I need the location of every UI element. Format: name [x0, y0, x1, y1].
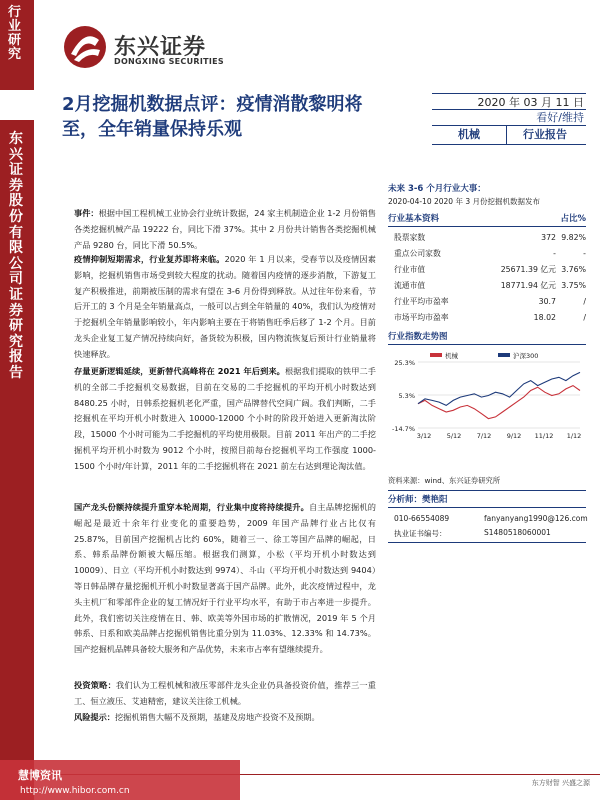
paragraph-replacement — [74, 364, 376, 475]
paragraph-domestic-share — [74, 500, 376, 658]
chart-source: 资料来源：wind、东兴证券研究所 — [388, 476, 501, 485]
paragraph-lead: 疫情抑制短期需求，行业复苏即将来临。 — [74, 254, 225, 264]
row-pct: 3.76% — [561, 265, 586, 274]
report-title: 2月挖掘机数据点评：疫情消散黎明将至，全年销量保持乐观 — [62, 94, 363, 140]
chart-xtick-label: 11/12 — [534, 432, 554, 440]
basic-info-row — [388, 294, 586, 310]
chart-ytick-label: 25.3% — [394, 359, 415, 367]
logo-name-cn: 东兴证券 — [114, 35, 207, 60]
analyst-divider — [388, 542, 586, 543]
basic-info-ratio-header: 占比% — [560, 214, 586, 224]
paragraph-text: 我们认为工程机械和液压零部件龙头企业仍具备投资价值，推荐三一重工、恒立液压、艾迪精密，建议关注徐工机械。 — [74, 680, 376, 706]
paragraph-lead: 存量更新逻辑延续，更新替代高峰将在 2021 年后到来。 — [74, 366, 285, 376]
analyst-name: 樊艳阳 — [422, 495, 448, 505]
watermark-url[interactable]: http://www.hibor.com.cn — [20, 786, 130, 796]
report-type-label: 行业报告 — [523, 128, 567, 141]
row-pct: / — [583, 297, 586, 306]
chart-ytick-label: 5.3% — [398, 392, 415, 400]
chart-xtick-label: 1/12 — [566, 432, 582, 440]
chart-series-line-csi300 — [418, 372, 580, 405]
paragraph-strategy — [74, 678, 376, 710]
watermark-title: 慧博资讯 — [18, 769, 62, 782]
report-date: 2020 年 03 月 11 日 — [477, 96, 584, 109]
chart-xtick-label: 3/12 — [416, 432, 432, 440]
analyst-cert: S1480518060001 — [484, 528, 551, 537]
paragraph-text: 挖掘机销售大幅不及预期，基建及房地产投资不及预期。 — [114, 712, 320, 722]
analyst-cert-label: 执业证书编号： — [394, 529, 447, 538]
chart-legend-label: 沪深300 — [513, 352, 539, 360]
row-label: 行业平均市盈率 — [394, 297, 449, 306]
paragraph-lead: 国产龙头份额持续提升重穿本轮周期，行业集中度将持续提升。 — [74, 502, 310, 512]
row-label: 行业市值 — [394, 265, 426, 274]
row-pct: - — [583, 249, 586, 258]
chart-xtick-label: 7/12 — [476, 432, 492, 440]
row-pct: 3.75% — [561, 281, 586, 290]
sector-label: 机械 — [458, 128, 480, 141]
chart-xtick-label: 9/12 — [506, 432, 522, 440]
paragraph-text: 2020 年 1 月以来，受春节以及疫情因素影响，挖掘机销售市场受到较大程度的扰动。随着国内疫情的逐步消散，下游复工复产积极推进，前期被压制的需求有望在 3-6 月份得到释放。从过往年份来看，节后开工的 3 个月是全年销量高点，一般可以占到全年销量的 40%，我们认为疫情对于挖掘机全年销量影响较小，年内影响主要在于将销售旺季后移了 1-2 个月。目前龙头企业复工复产情况持续向好，备货较为积极，国内物流恢复后预计行业销量将快速释放。 — [74, 254, 376, 359]
analyst-header — [388, 490, 586, 508]
paragraph-demand — [74, 252, 376, 363]
basic-info-row — [388, 230, 586, 246]
basic-info-row — [388, 310, 586, 326]
analyst-email[interactable]: fanyanyang1990@126.com — [484, 514, 588, 523]
paragraph-text: 根据我们提取的铁甲二手机的全部二手挖掘机交易数据，目前在交易的二手挖掘机的平均开机小时数达到 8480.25 小时，日韩系挖掘机老化严重，国产品牌替代空间广阔。我们判断，二手挖掘机在平均开机小时数进入 10000-12000 个小时的阶段开始进入更新淘汰阶段，15000 个小时可能为二手挖掘机的平均使用极限。目前 2011 年出产的二手挖掘机平均开机小时数为 9012 个小时，按照目前每台挖掘机平均工作强度 1000-1500 个小时/年计算，2011 年的二手挖掘机将在 2021 前左右达到理论淘汰值。 — [74, 366, 376, 471]
basic-info-row — [388, 246, 586, 262]
row-pct: 9.82% — [561, 233, 586, 242]
logo-icon — [62, 24, 108, 70]
recent-events-title: 未来 3-6 个月行业大事： — [388, 184, 486, 194]
category-label: 行业研究 — [8, 5, 22, 62]
chart-xtick-label: 5/12 — [446, 432, 462, 440]
basic-info-title: 行业基本资料 — [388, 212, 586, 227]
chart-legend-swatch — [498, 353, 510, 357]
rating-label: 看好/维持 — [536, 111, 584, 124]
row-label: 市场平均市盈率 — [394, 313, 449, 322]
chart-legend-swatch — [430, 353, 442, 357]
index-trend-title: 行业指数走势图 — [388, 330, 586, 345]
paragraph-text: 根据中国工程机械工业协会行业统计数据，24 家主机制造企业 1-2 月份销售各类挖掘机械产品 19222 台，同比下滑 37%。其中 2 月份共计销售各类挖掘机械产品 9280 台，同比下滑 50.5%。 — [74, 208, 376, 250]
row-value: - — [553, 249, 556, 258]
row-value: 25671.39 亿元 — [500, 265, 556, 274]
paragraph-lead: 事件： — [74, 208, 99, 218]
basic-info-row — [388, 262, 586, 278]
recent-event-item: 2020-04-10 2020 年 3 月份挖掘机数据发布 — [388, 197, 540, 206]
row-pct: / — [583, 313, 586, 322]
analyst-phone: 010-66554089 — [394, 514, 450, 523]
row-label: 股票家数 — [394, 233, 426, 242]
row-value: 372 — [541, 233, 556, 242]
firm-label: 东兴证券股份有限公司证券研究报告 — [9, 131, 23, 381]
row-label: 重点公司家数 — [394, 249, 441, 258]
footer-slogan: 东方财智 兴盛之源 — [531, 779, 590, 787]
row-value: 18.02 — [533, 313, 556, 322]
row-label: 流通市值 — [394, 281, 426, 290]
chart-series-line-machinery — [418, 386, 580, 419]
index-trend-chart — [388, 350, 586, 468]
logo-name-en: DONGXING SECURITIES — [114, 57, 224, 66]
row-value: 18771.94 亿元 — [500, 281, 556, 290]
paragraph-text: 自主品牌挖掘机的崛起是最近十余年行业变化的重要趋势，2009 年国产品牌行业占比仅有 25.87%，目前国产挖掘机占比约 60%，随着三一、徐工等国产品牌的崛起，日系、韩系品牌份额被大幅压缩。根据我们测算，小松（平均开机小时数达到 10009）、日立（平均开机小时数达到 9974）、斗山（平均开机小时数达到 9404）等日韩品牌存量挖掘机开机小时数显著高于国产品牌。此外，此次疫情过程中，龙头主机厂和零部件企业的复工情况好于行业平均水平，有助于市占率进一步提升。此外，我们密切关注疫情在日、韩、欧美等外国市场的扩散情况，2019 年 5 个月韩系、日系和欧美品牌占挖掘机销售比重分别为 11.03%、12.33% 和 14.73%。国产挖掘机品牌具备较大服务和产品优势，未来市占率有望继续提升。 — [74, 502, 376, 655]
chart-legend-label: 机械 — [445, 352, 458, 360]
paragraph-lead: 投资策略： — [74, 680, 116, 690]
chart-ytick-label: -14.7% — [392, 425, 415, 433]
paragraph-lead: 风险提示： — [74, 712, 115, 722]
paragraph-event — [74, 206, 376, 253]
analyst-title: 分析师： — [388, 495, 423, 505]
basic-info-row — [388, 278, 586, 294]
row-value: 30.7 — [538, 297, 556, 306]
paragraph-risk — [74, 710, 376, 726]
